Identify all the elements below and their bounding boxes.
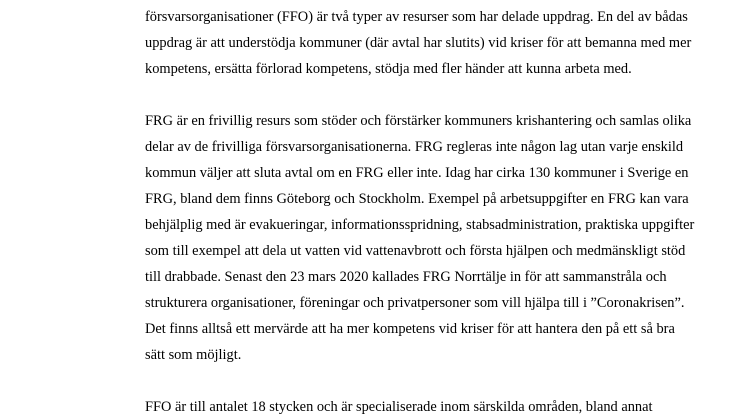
paragraph-frg-description (145, 108, 695, 368)
text-line: delar av de frivilliga försvarsorganisationerna. FRG regleras inte någon lag utan varje enskild (145, 139, 684, 155)
text-line: FRG är en frivillig resurs som stöder och förstärker kommuners krishantering och samlas olika (145, 113, 692, 129)
text-line: till drabbade. Senast den 23 mars 2020 kallades FRG Norrtälje in för att sammanstråla och (145, 269, 667, 285)
text-line: som till exempel att dela ut vatten vid vattenavbrott och första hjälpen och medmänskligt stöd (145, 243, 686, 259)
text-line: FRG, bland dem finns Göteborg och Stockholm. Exempel på arbetsuppgifter en FRG kan vara (145, 191, 689, 207)
text-line: uppdrag är att understödja kommuner (där avtal har slutits) vid kriser för att bemanna med mer (145, 35, 692, 51)
text-line: sätt som möjligt. (145, 347, 242, 363)
text-line: strukturera organisationer, föreningar och privatpersoner som vill hjälpa till i ”Coronakrisen”. (145, 295, 685, 311)
text-line: kompetens, ersätta förlorad kompetens, stödja med fler händer att kunna arbeta med. (145, 61, 632, 77)
text-line: försvarsorganisationer (FFO) är två typer av resurser som har delade uppdrag. En del av bådas (145, 9, 688, 25)
text-line: FFO är till antalet 18 stycken och är specialiserade inom särskilda områden, bland annat (145, 399, 653, 415)
paragraph-ffo-details (145, 394, 653, 419)
paragraph-ffo-intro (145, 4, 692, 82)
text-line: Det finns alltså ett mervärde att ha mer kompetens vid kriser för att hantera den på ett så bra (145, 321, 675, 337)
text-line: kommun väljer att sluta avtal om en FRG eller inte. Idag har cirka 130 kommuner i Sverige en (145, 165, 689, 181)
text-line: behjälplig med är evakueringar, informationsspridning, stabsadministration, praktiska uppgifter (145, 217, 695, 233)
